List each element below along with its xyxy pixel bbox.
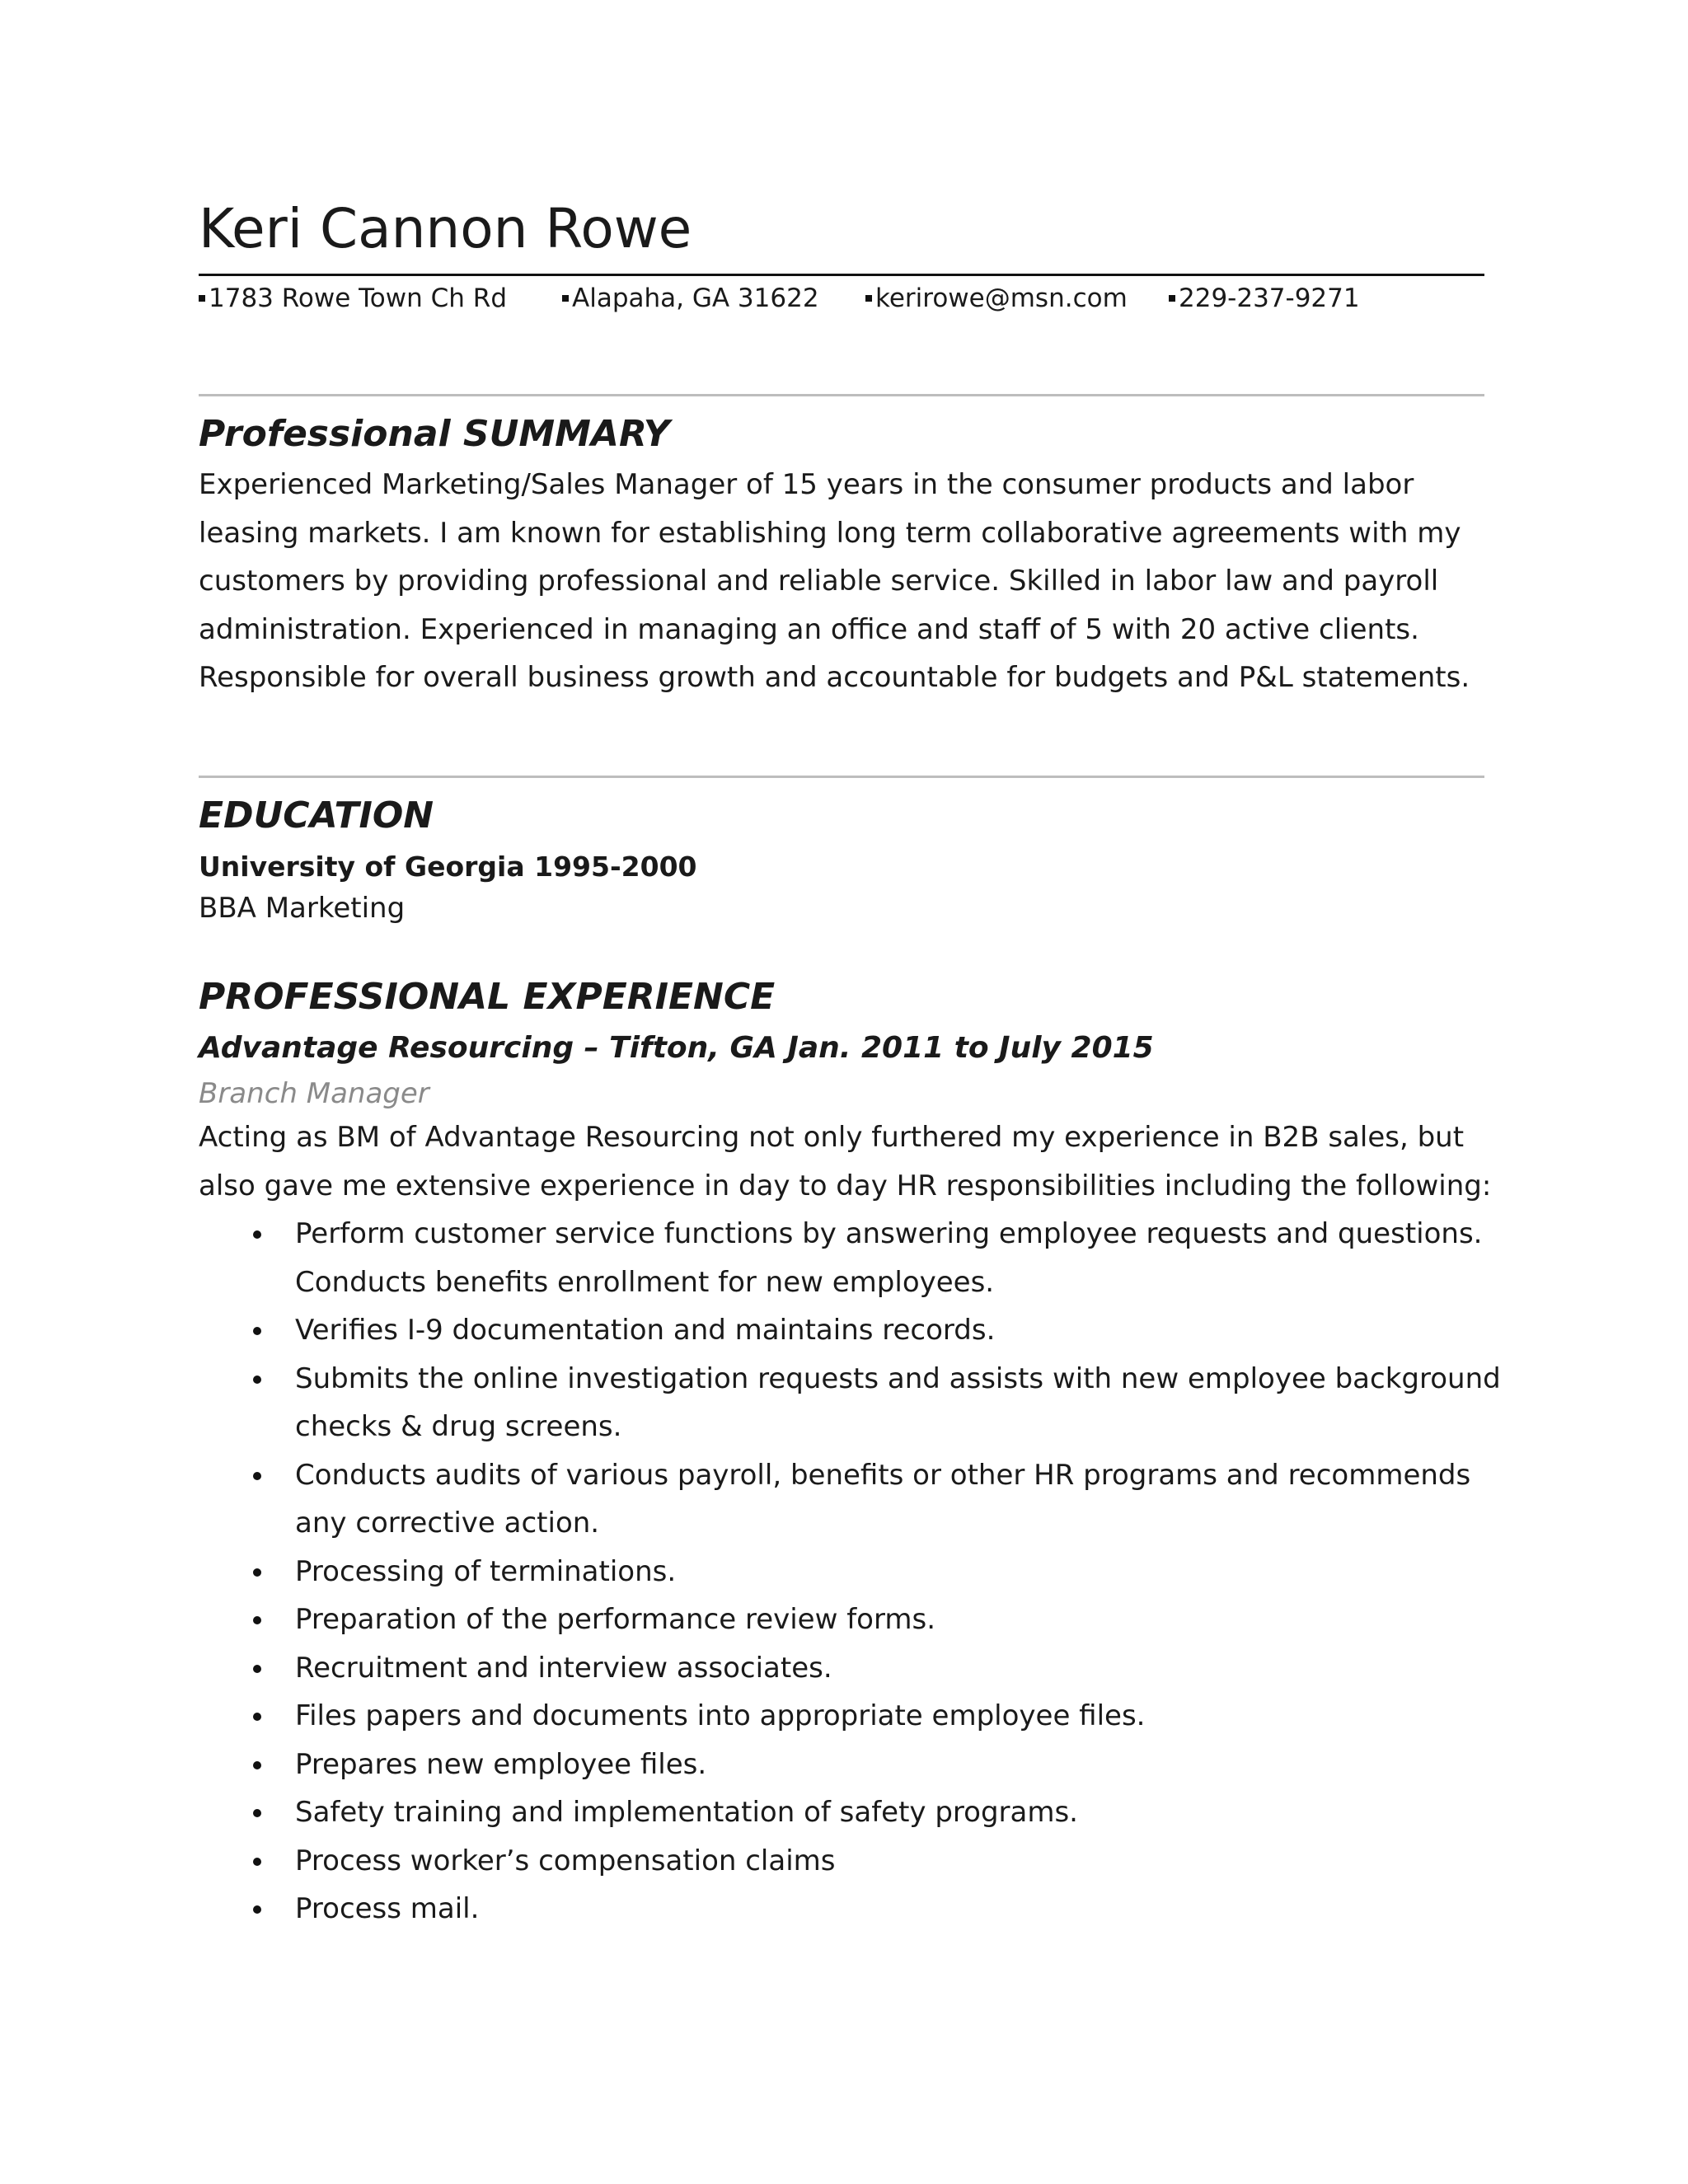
bullet-icon (253, 1230, 261, 1239)
list-item-text: any corrective action. (295, 1507, 600, 1540)
education-title: EDUCATION (199, 794, 434, 837)
job-intro (199, 1113, 1492, 1210)
summary-line: customers by providing professional and reliable service. Skilled in labor law and payroll (199, 565, 1439, 598)
summary-line: Experienced Marketing/Sales Manager of 15 years in the consumer products and labor (199, 468, 1414, 501)
list-item (199, 1548, 1517, 1596)
job-heading: Advantage Resourcing – Tifton, GA Jan. 2011 to July 2015 (199, 1031, 1154, 1065)
list-item (199, 1741, 1517, 1789)
contact-city-text: Alapaha, GA 31622 (572, 284, 819, 313)
list-item-text: Recruitment and interview associates. (295, 1651, 832, 1685)
job-role: Branch Manager (199, 1077, 429, 1110)
list-item (199, 1788, 1517, 1837)
list-item-text: Conducts benefits enrollment for new employees. (295, 1265, 995, 1299)
bullet-icon (253, 1858, 261, 1866)
summary-line: Responsible for overall business growth and accountable for budgets and P&L statements. (199, 661, 1470, 694)
education-school: University of Georgia 1995-2000 (199, 851, 697, 883)
list-item (199, 1692, 1517, 1741)
bullet-icon (253, 1616, 261, 1624)
list-item-text: Preparation of the performance review forms. (295, 1603, 936, 1636)
square-bullet-icon (1169, 295, 1175, 302)
list-item (199, 1306, 1517, 1355)
list-item (199, 1210, 1517, 1306)
bullet-icon (253, 1376, 261, 1384)
list-item-text: Processing of terminations. (295, 1554, 677, 1588)
resume-page (199, 0, 1501, 2184)
bullet-icon (253, 1761, 261, 1769)
square-bullet-icon (865, 295, 872, 302)
list-item-text: Process worker’s compensation claims (295, 1844, 836, 1877)
job-duties-list (199, 1210, 1517, 1933)
name-underline (199, 274, 1484, 276)
contact-phone (1169, 282, 1360, 315)
contact-email[interactable] (865, 282, 1128, 315)
bullet-icon (253, 1713, 261, 1721)
bullet-icon (253, 1809, 261, 1817)
square-bullet-icon (199, 295, 205, 302)
list-item (199, 1837, 1517, 1886)
summary-text (199, 461, 1489, 702)
job-intro-line: Acting as BM of Advantage Resourcing not only furthered my experience in B2B sales, but (199, 1121, 1465, 1154)
list-item (199, 1451, 1517, 1548)
list-item (199, 1355, 1517, 1451)
list-item (199, 1885, 1517, 1933)
contact-phone-text: 229-237-9271 (1179, 284, 1360, 313)
summary-line: leasing markets. I am known for establishing long term collaborative agreements with my (199, 516, 1461, 550)
list-item-text: Submits the online investigation requests and assists with new employee background (295, 1361, 1501, 1395)
list-item-text: Verifies I-9 documentation and maintains records. (295, 1314, 996, 1347)
contact-address (199, 282, 507, 315)
section-divider (199, 776, 1484, 778)
experience-title: PROFESSIONAL EXPERIENCE (199, 976, 776, 1018)
bullet-icon (253, 1665, 261, 1673)
list-item-text: Files papers and documents into appropriate employee files. (295, 1699, 1146, 1732)
list-item-text: Prepares new employee files. (295, 1747, 707, 1781)
contact-email-text[interactable]: kerirowe@msn.com (875, 284, 1128, 313)
summary-title: Professional SUMMARY (199, 413, 670, 455)
contact-address-text: 1783 Rowe Town Ch Rd (209, 284, 507, 313)
square-bullet-icon (562, 295, 569, 302)
bullet-icon (253, 1327, 261, 1335)
bullet-icon (253, 1568, 261, 1577)
candidate-name: Keri Cannon Rowe (199, 197, 692, 260)
bullet-icon (253, 1472, 261, 1480)
list-item (199, 1644, 1517, 1693)
education-degree: BBA Marketing (199, 892, 406, 925)
bullet-icon (253, 1905, 261, 1914)
contact-city (562, 282, 819, 315)
list-item-text: Process mail. (295, 1892, 480, 1925)
job-intro-line: also gave me extensive experience in day to day HR responsibilities including the following: (199, 1169, 1492, 1202)
summary-line: administration. Experienced in managing an office and staff of 5 with 20 active clients. (199, 612, 1419, 646)
list-item-text: checks & drug screens. (295, 1410, 622, 1443)
list-item-text: Safety training and implementation of safety programs. (295, 1796, 1078, 1829)
list-item-text: Conducts audits of various payroll, benefits or other HR programs and recommends (295, 1458, 1471, 1492)
section-divider (199, 394, 1484, 396)
list-item (199, 1596, 1517, 1644)
list-item-text: Perform customer service functions by answering employee requests and questions. (295, 1217, 1483, 1250)
